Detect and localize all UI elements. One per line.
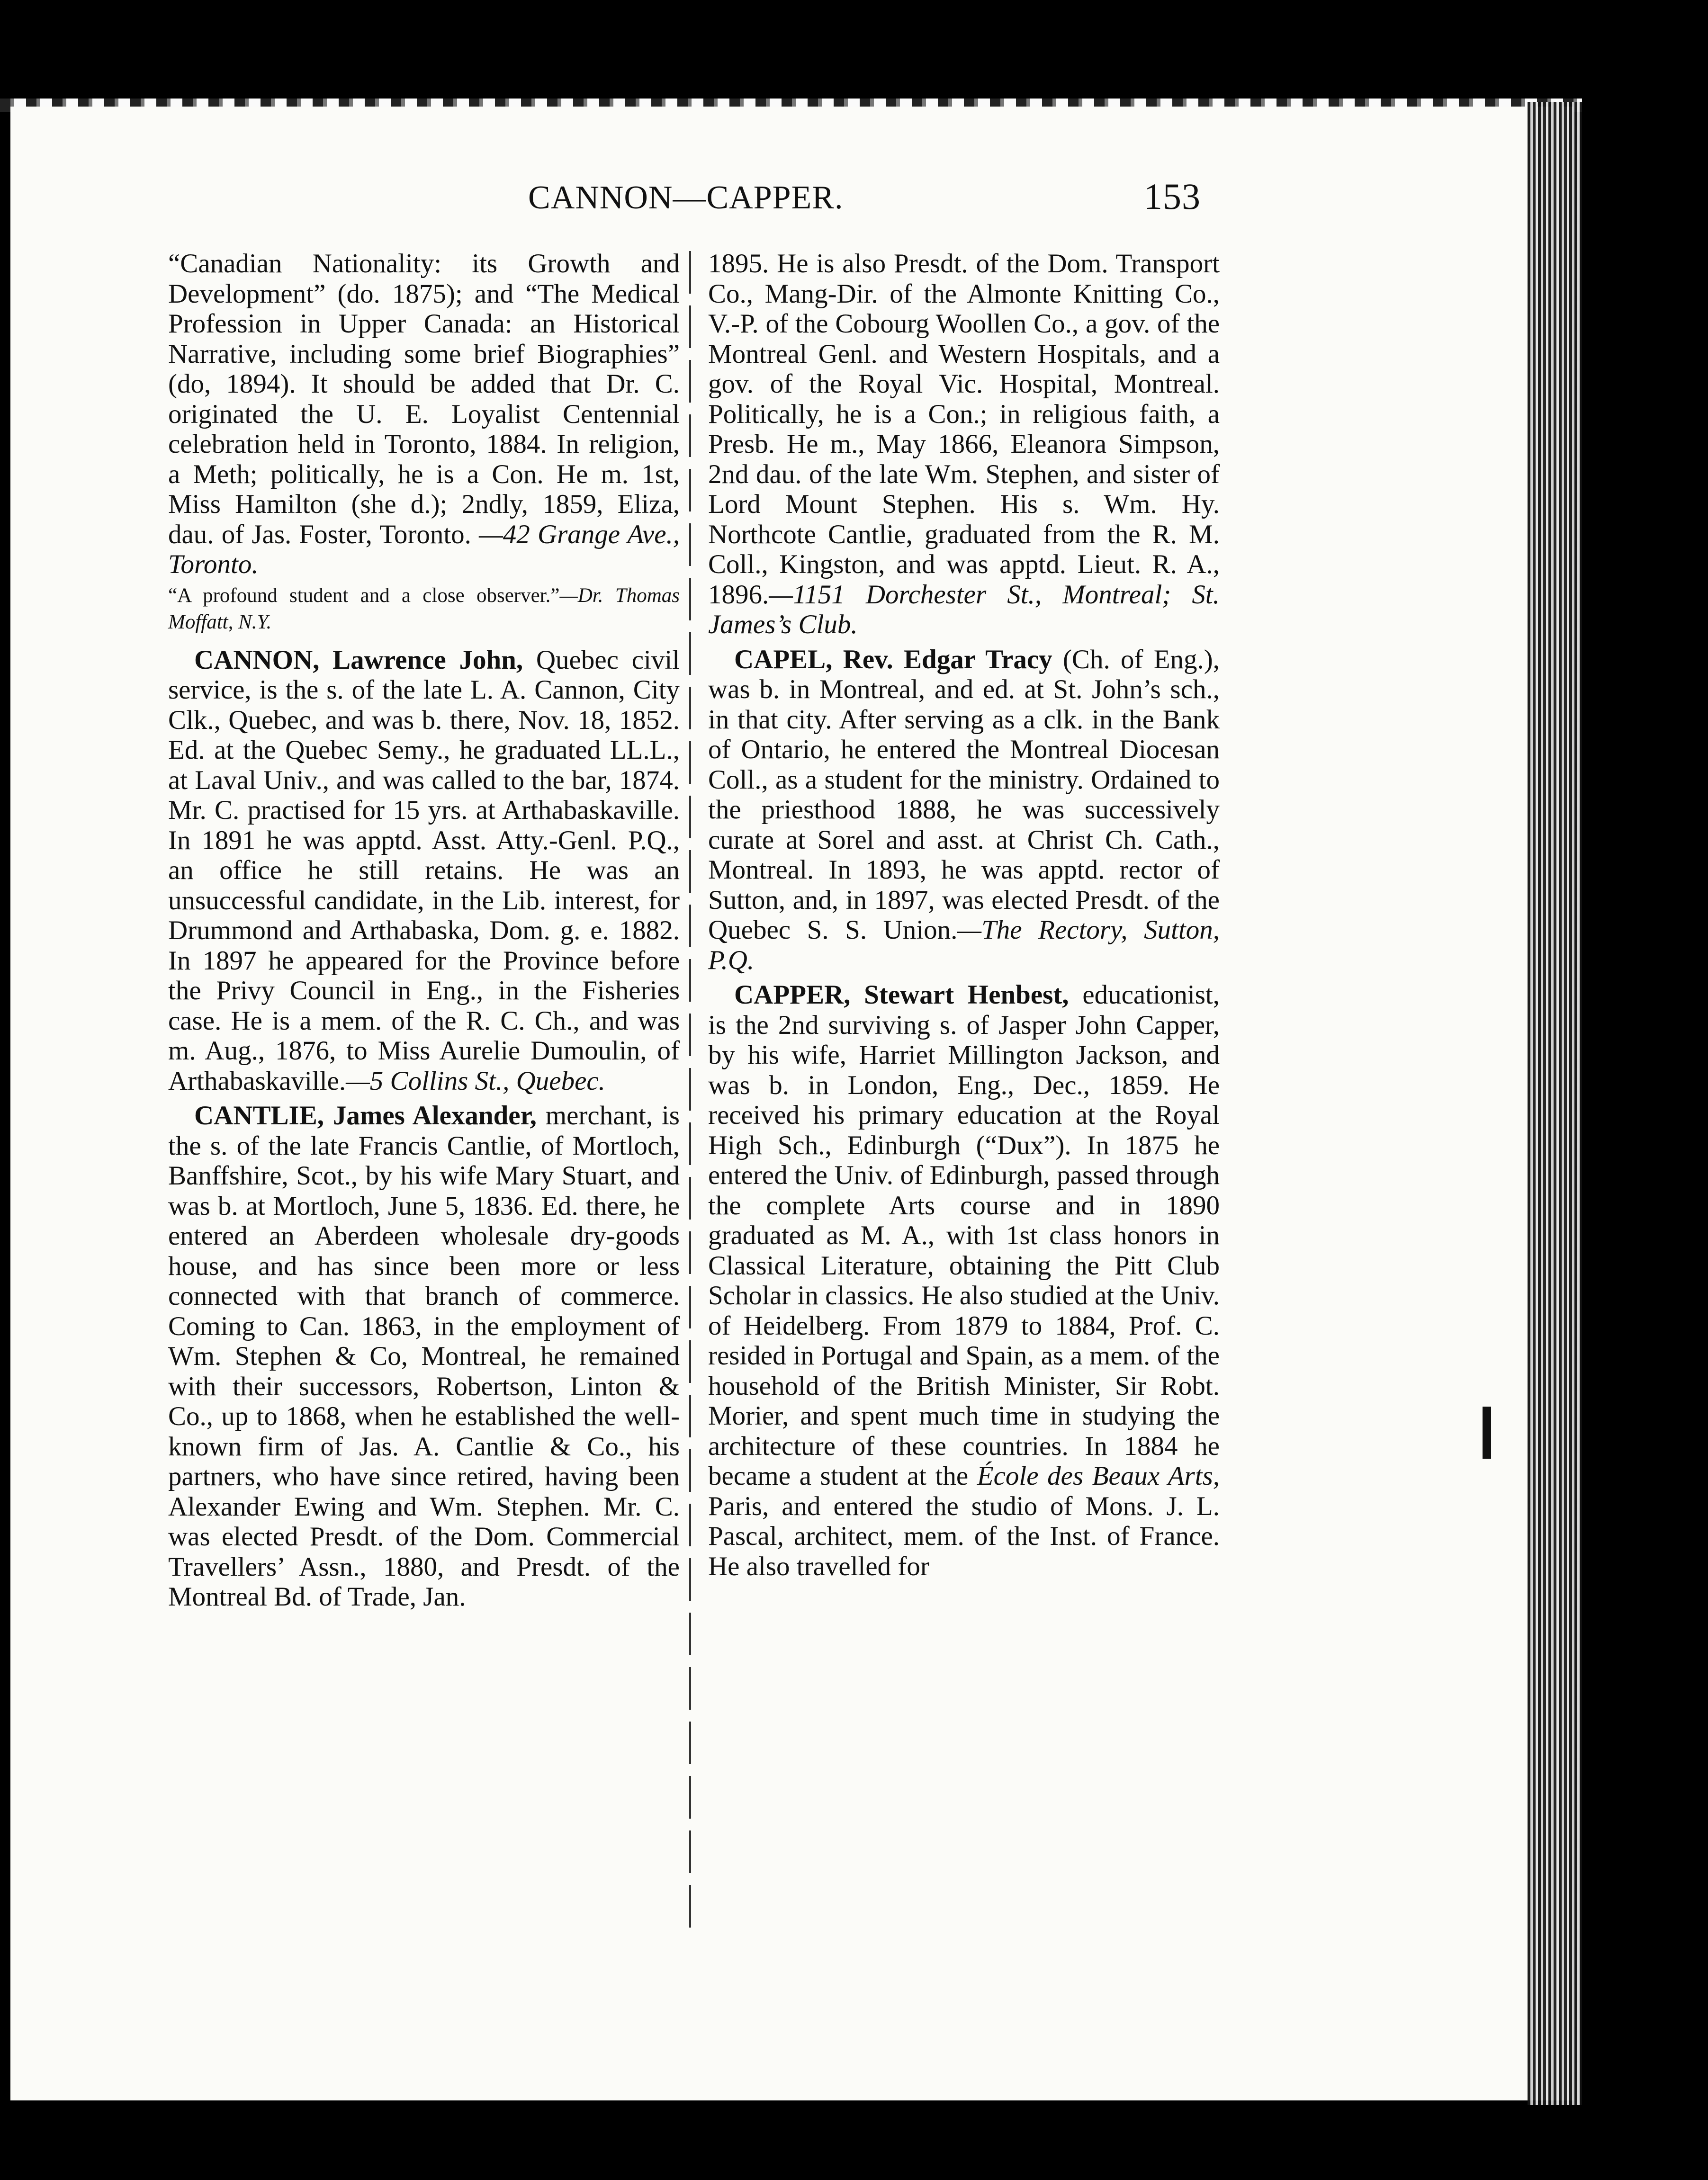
continuation-text: 1895. He is also Presdt. of the Dom. Transport Co., Mang-Dir. of the Almonte Knitting Co., V.-P. of the Cobourg Woollen Co., a gov. of the Montreal Genl. and Western Hospitals, and a gov. of the Royal Vic. Hospital, Montreal. Politically, he is a Con.; in religious faith, a Presb. He m., May 1866, Eleanora Simpson, 2nd dau. of the late Wm. Stephen, and sister of Lord Mount Stephen. His s. Wm. Hy. Northcote Cantlie, graduated from the R. M. Coll., Kingston, and was apptd. Lieut. R. A., 1896. [708, 249, 1220, 610]
entry-continuation [168, 249, 680, 580]
entry-continuation [708, 249, 1220, 640]
book-spine-edge [1528, 102, 1582, 2105]
entry-name: CAPPER, Stewart Henbest, [734, 980, 1069, 1010]
entry-name: CANNON, Lawrence John, [194, 645, 523, 675]
right-column [708, 249, 1220, 1581]
entry-capper [708, 980, 1220, 1581]
entry-text: Quebec civil service, is the s. of the late L. A. Cannon, City Clk., Quebec, and was b. there, Nov. 18, 1852. Ed. at the Quebec Semy., he graduated LL.L., at Laval Univ., and was called to the bar, 1874. Mr. C. practised for 15 yrs. at Arthabaskaville. In 1891 he was apptd. Asst. Atty.-Genl. P.Q., an office he still retains. He was an unsuccessful candidate, in the Lib. interest, for Drummond and Arthabaska, Dom. g. e. 1882. In 1897 he appeared for the Province before the Privy Council in Eng., in the Fisheries case. He is a mem. of the R. C. Ch., and was m. Aug., 1876, to Miss Aurelie Dumoulin, of Arthabaskaville. [168, 645, 680, 1096]
entry-cannon [168, 645, 680, 1096]
column-divider [689, 251, 691, 1937]
page-number: 153 [1144, 176, 1201, 217]
entry-text: merchant, is the s. of the late Francis Cantlie, of Mortloch, Banffshire, Scot., by his wife Mary Stuart, and was b. at Mortloch, June 5, 1836. Ed. there, he entered an Aberdeen wholesale dry-goods house, and has since been more or less connected with that branch of commerce. Coming to Can. 1863, in the employment of Wm. Stephen & Co, Montreal, he remained with their successors, Robertson, Linton & Co., up to 1868, when he established the well-known firm of Jas. A. Cantlie & Co., his partners, who have since retired, having been Alexander Ewing and Wm. Stephen. Mr. C. was elected Presdt. of the Dom. Commercial Travellers’ Assn., 1880, and Presdt. of the Montreal Bd. of Trade, Jan. [168, 1101, 680, 1612]
entry-address: —The Rectory, Sutton, P.Q. [708, 915, 1220, 975]
entry-text: educationist, is the 2nd surviving s. of Jasper John Capper, by his wife, Harriet Millington Jackson, and was b. in London, Eng., Dec., 1859. He received his primary education at the Royal High Sch., Edinburgh (“Dux”). In 1875 he entered the Univ. of Edinburgh, passed through the complete Arts course and in 1890 graduated as M. A., with 1st class honors in Classical Literature, obtaining the Pitt Club Scholar in classics. He also studied at the Univ. of Heidelberg. From 1879 to 1884, Prof. C. resided in Portugal and Spain, as a mem. of the household of the British Minister, Sir Robt. Morier, and spent much time in studying the architecture of these countries. In 1884 he became a student at the [708, 980, 1220, 1491]
quotation [168, 583, 680, 636]
entry-cantlie [168, 1101, 680, 1612]
entry-text: (Ch. of Eng.), was b. in Montreal, and ed. at St. John’s sch., in that city. After serving as a clk. in the Bank of Ontario, he entered the Montreal Diocesan Coll., as a student for the ministry. Ordained to the priesthood 1888, he was successively curate at Sorel and asst. at Christ Ch. Cath., Montreal. In 1893, he was apptd. rector of Sutton, and, in 1897, was elected Presdt. of the Quebec S. S. Union. [708, 644, 1220, 945]
continuation-address: —1151 Dorchester St., Montreal; St. James’s Club. [708, 579, 1220, 639]
entry-name: CANTLIE, James Alexander, [194, 1101, 537, 1130]
margin-blot [1483, 1407, 1491, 1459]
page-header [528, 175, 1201, 237]
running-title: CANNON—CAPPER. [528, 179, 844, 216]
continuation-address: —42 Grange Ave., Toronto. [168, 519, 680, 579]
quote-author: —Dr. Thomas Moffatt, N.Y. [168, 584, 680, 633]
continuation-text: “Canadian Nationality: its Growth and Development” (do. 1875); and “The Medical Profession in Upper Canada: an Historical Narrative, including some brief Biographies” (do, 1894). It should be added that Dr. C. originated the U. E. Loyalist Centennial celebration held in Toronto, 1884. In religion, a Meth; politically, he is a Con. He m. 1st, Miss Hamilton (she d.); 2ndly, 1859, Eliza, dau. of Jas. Foster, Toronto. [168, 249, 680, 549]
entry-capel [708, 645, 1220, 976]
entry-text-continued: Paris, and entered the studio of Mons. J. L. Pascal, architect, mem. of the Inst. of France. He also travelled for [708, 1491, 1220, 1581]
entry-address: —5 Collins St., Quebec. [346, 1066, 605, 1096]
left-column [168, 249, 680, 1612]
entry-name: CAPEL, Rev. Edgar Tracy [734, 644, 1052, 674]
school-name: École des Beaux Arts, [977, 1461, 1220, 1491]
quote-text: “A profound student and a close observer.” [168, 584, 560, 607]
